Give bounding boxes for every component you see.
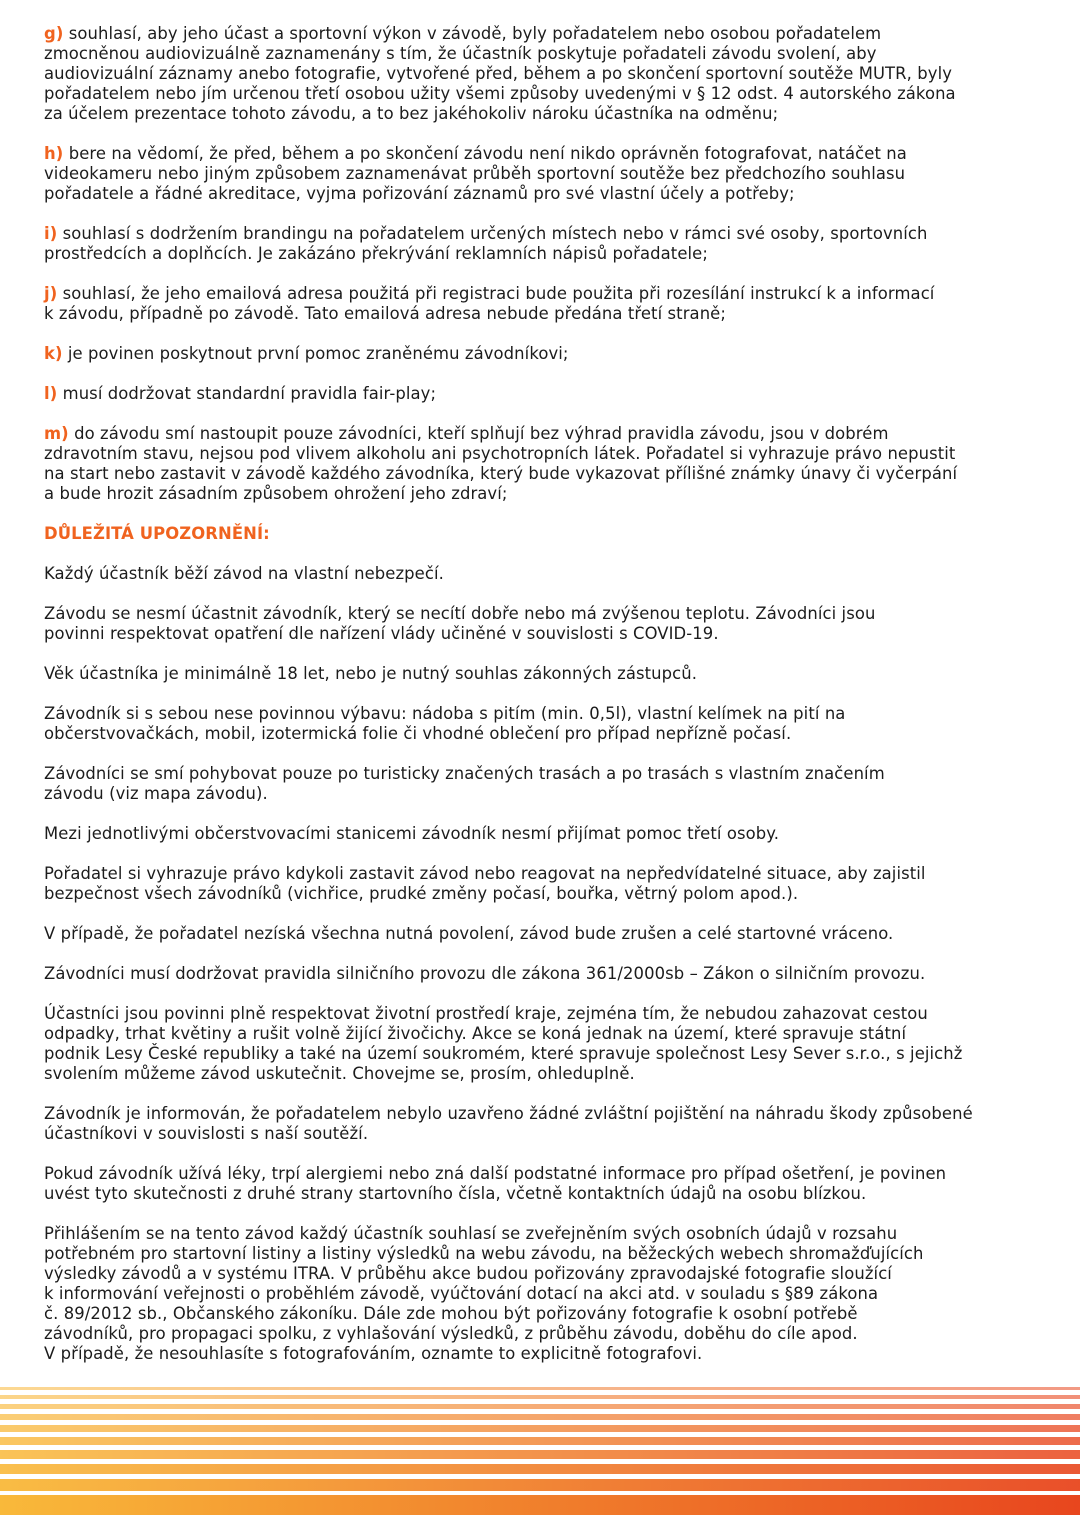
notice-paragraph: Pořadatel si vyhrazuje právo kdykoli zastavit závod nebo reagovat na nepředvídatelné situace, aby zajistil bezpečnost všech závodníků (vichřice, prudké změny počasí, bouřka, větrný polom apod.).	[44, 864, 926, 903]
notice-paragraph: Každý účastník běží závod na vlastní nebezpečí.	[44, 564, 444, 583]
notice-paragraph: Závodník si s sebou nese povinnou výbavu: nádoba s pitím (min. 0,5l), vlastní kelímek na pití na občerstvovačkách, mobil, izotermická folie či vhodné oblečení pro případ nepřízně počasí.	[44, 704, 846, 743]
notice-paragraph: Závodník je informován, že pořadatelem nebylo uzavřeno žádné zvláštní pojištění na náhradu škody způsobené účastníkovi v souvislosti s naší soutěží.	[44, 1104, 973, 1143]
notice-paragraph: V případě, že pořadatel nezíská všechna nutná povolení, závod bude zrušen a celé startovné vráceno.	[44, 924, 894, 943]
list-item-i	[44, 224, 1044, 264]
item-letter: k)	[44, 344, 63, 363]
item-text: do závodu smí nastoupit pouze závodníci, kteří splňují bez výhrad pravidla závodu, jsou v dobrém zdravotním stavu, nejsou pod vlivem alkoholu ani psychotropních látek. Pořadatel si vyhrazuje právo nepustit na start nebo zastavit v závodě každého závodníka, který bude vykazovat přílišné známky únavy či vyčerpání a bude hrozit zásadním způsobem ohrožení jeho zdraví;	[44, 424, 958, 503]
notice-paragraph: Závodníci se smí pohybovat pouze po turisticky značených trasách a po trasách s vlastním značením závodu (viz mapa závodu).	[44, 764, 885, 803]
item-text: bere na vědomí, že před, během a po skončení závodu není nikdo oprávněn fotografovat, natáčet na videokameru nebo jiným způsobem zaznamenávat průběh sportovní soutěže bez předchozího souhlasu pořadatele a řádné akreditace, vyjma pořizování záznamů pro své vlastní účely a potřeby;	[44, 144, 907, 203]
list-item-g	[44, 24, 1044, 124]
decorative-stripe	[0, 1395, 1080, 1399]
item-letter: l)	[44, 384, 58, 403]
notice-paragraph: Závodu se nesmí účastnit závodník, který se necítí dobře nebo má zvýšenou teplotu. Závodníci jsou povinni respektovat opatření dle nařízení vlády učiněné v souvislosti s COVID-19.	[44, 604, 876, 643]
decorative-stripe	[0, 1387, 1080, 1390]
item-letter: j)	[44, 284, 58, 303]
decorative-stripe	[0, 1479, 1080, 1491]
decorative-stripe	[0, 1464, 1080, 1474]
notice-paragraph: Závodníci musí dodržovat pravidla silničního provozu dle zákona 361/2000sb – Zákon o silničním provozu.	[44, 964, 926, 983]
item-text: musí dodržovat standardní pravidla fair-play;	[62, 384, 437, 403]
list-item-m	[44, 424, 1044, 504]
decorative-stripe	[0, 1404, 1080, 1409]
document-body	[44, 24, 1044, 1384]
item-text: je povinen poskytnout první pomoc zraněnému závodníkovi;	[67, 344, 569, 363]
decorative-stripe	[0, 1450, 1080, 1459]
item-letter: i)	[44, 224, 58, 243]
item-text: souhlasí, že jeho emailová adresa použitá při registraci bude použita při rozesílání instrukcí k a informací k závodu, případně po závodě. Tato emailová adresa nebude předána třetí straně;	[44, 284, 935, 323]
decorative-stripe	[0, 1425, 1080, 1432]
decorative-stripe	[0, 1437, 1080, 1445]
item-letter: m)	[44, 424, 69, 443]
decorative-stripe	[0, 1495, 1080, 1515]
notice-paragraph: Mezi jednotlivými občerstvovacími stanicemi závodník nesmí přijímat pomoc třetí osoby.	[44, 824, 780, 843]
decorative-stripes-footer	[0, 1385, 1080, 1515]
list-item-l	[44, 384, 1044, 404]
item-text: souhlasí s dodržením brandingu na pořadatelem určených místech nebo v rámci své osoby, sportovních prostředcích a doplňcích. Je zakázáno překrývání reklamních nápisů pořadatele;	[44, 224, 928, 263]
decorative-stripe	[0, 1414, 1080, 1420]
list-item-k	[44, 344, 1044, 364]
notice-paragraph: Účastníci jsou povinni plně respektovat životní prostředí kraje, zejména tím, že nebudou zahazovat cestou odpadky, trhat květiny a rušit volně žijící živočichy. Akce se koná jednak na území, které spravuje státní podnik Lesy České republiky a také na území soukromém, které spravuje společnost Lesy Sever s.r.o., s jejichž svolením můžeme závod uskutečnit. Chovejme se, prosím, ohleduplně.	[44, 1004, 963, 1083]
list-item-j	[44, 284, 1044, 324]
notice-paragraph: Přihlášením se na tento závod každý účastník souhlasí se zveřejněním svých osobních údajů v rozsahu potřebném pro startovní listiny a listiny výsledků na webu závodu, na běžeckých webech shromažďujících výsledky závodů a v systému ITRA. V průběhu akce budou pořizovány zpravodajské fotografie sloužící k informování veřejnosti o proběhlém závodě, vyúčtování dotací na akci atd. v souladu s §89 zákona č. 89/2012 sb., Občanského zákoníku. Dále zde mohou být pořizovány fotografie k osobní potřebě závodníků, pro propagaci spolku, z vyhlašování výsledků, z průběhu závodu, doběhu do cíle apod. V případě, že nesouhlasíte s fotografováním, oznamte to explicitně fotografovi.	[44, 1224, 924, 1363]
notice-paragraph: Pokud závodník užívá léky, trpí alergiemi nebo zná další podstatné informace pro případ ošetření, je povinen uvést tyto skutečnosti z druhé strany startovního čísla, včetně kontaktních údajů na osobu blízkou.	[44, 1164, 947, 1203]
item-letter: g)	[44, 24, 64, 43]
section-heading: DŮLEŽITÁ UPOZORNĚNÍ:	[44, 524, 270, 543]
item-text: souhlasí, aby jeho účast a sportovní výkon v závodě, byly pořadatelem nebo osobou pořadatelem zmocněnou audiovizuálně zaznamenány s tím, že účastník poskytuje pořadateli závodu svolení, aby audiovizuální záznamy anebo fotografie, vytvořené před, během a po skončení sportovní soutěže MUTR, byly pořadatelem nebo jím určenou třetí osobou užity všemi způsoby uvedenými v § 12 odst. 4 autorského zákona za účelem prezentace tohoto závodu, a to bez jakéhokoliv nároku účastníka na odměnu;	[44, 24, 956, 123]
list-item-h	[44, 144, 1044, 204]
item-letter: h)	[44, 144, 64, 163]
notice-paragraph: Věk účastníka je minimálně 18 let, nebo je nutný souhlas zákonných zástupců.	[44, 664, 698, 683]
